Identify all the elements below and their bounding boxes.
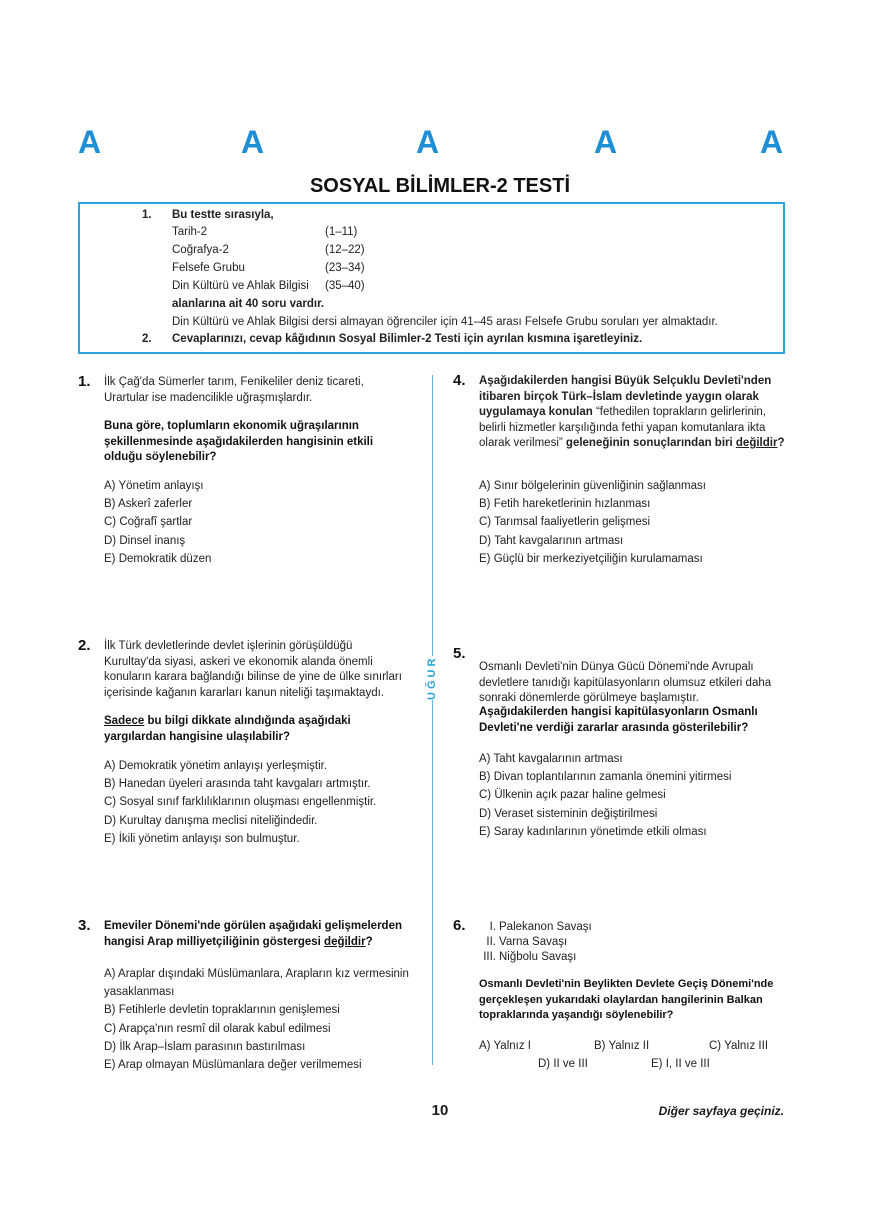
stem-end: ?	[365, 935, 373, 948]
section-range: (1–11)	[325, 226, 358, 238]
roman-label: III.	[483, 951, 496, 963]
test-title: SOSYAL BİLİMLER-2 TESTİ	[309, 175, 571, 197]
section-name: Felsefe Grubu	[172, 262, 245, 274]
section-range: (23–34)	[325, 262, 365, 274]
answer-option[interactable]: E) Saray kadınlarının yönetimde etkili olması	[479, 825, 707, 838]
section-name: Coğrafya-2	[172, 244, 229, 256]
answer-option[interactable]: B) Fetihlerle devletin topraklarının genişlemesi	[104, 1004, 340, 1017]
column-divider	[432, 375, 433, 1065]
booklet-letter: A	[416, 124, 440, 160]
answer-options	[104, 477, 211, 568]
answer-option[interactable]: B) Askerî zaferler	[104, 498, 193, 511]
answer-option[interactable]: D) İlk Arap–İslam parasının bastırılması	[104, 1040, 306, 1053]
answer-option[interactable]: C) Ülkenin açık pazar haline gelmesi	[479, 789, 666, 802]
question-text: Osmanlı Devleti'nin Dünya Gücü Dönemi'nde Avrupalı devletlere tanıdığı kapitülasyonların olumsuz etkileri daha sonraki dönemlerde görülmeye başlamıştır.	[479, 661, 772, 704]
answer-option[interactable]: D) II ve III	[538, 1058, 588, 1070]
page-number: 10	[431, 1102, 449, 1119]
question-stem	[104, 919, 414, 950]
answer-option[interactable]: C) Coğrafî şartlar	[104, 516, 193, 529]
instruction-1-intro: Bu testte sırasıyla,	[172, 209, 274, 221]
roman-label: I.	[489, 921, 496, 933]
booklet-letter: A	[241, 124, 265, 160]
section-range: (12–22)	[325, 244, 365, 256]
question-number: 5.	[453, 645, 466, 662]
instruction-1-number: 1.	[142, 209, 152, 221]
answer-option[interactable]: A) Yönetim anlayışı	[104, 480, 204, 492]
answer-option[interactable]: A) Demokratik yönetim anlayışı yerleşmiştir.	[104, 760, 328, 772]
section-name: Tarih-2	[172, 226, 208, 238]
stem-text: Emeviler Dönemi'nde görülen aşağıdaki gelişmelerden hangisi Arap milliyetçiliğinin göstergesi	[104, 920, 403, 948]
booklet-letter: A	[78, 124, 102, 160]
roman-item: Niğbolu Savaşı	[499, 951, 577, 963]
next-page-note: Diğer sayfaya geçiniz.	[658, 1104, 784, 1118]
instruction-2-text: Cevaplarınızı, cevap kâğıdının Sosyal Bilimler-2 Testi için ayrılan kısmına işaretleyiniz.	[172, 333, 643, 345]
stem-text: Aşağıdakilerden hangisi Büyük Selçuklu Devleti'nden itibaren birçok Türk–İslam devletinde yaygın olarak uygulamaya konulan	[479, 375, 772, 418]
booklet-letter: A	[594, 124, 618, 160]
answer-option[interactable]: A) Araplar dışındaki Müslümanlara, Arapların kız vermesinin yasaklanması	[104, 968, 409, 999]
brand-label: UĞUR	[426, 655, 438, 700]
answer-option[interactable]: D) Taht kavgalarının artması	[479, 534, 624, 547]
answer-option[interactable]: D) Dinsel inanış	[104, 534, 186, 547]
question-number: 1.	[78, 373, 91, 390]
question-stem	[479, 374, 789, 452]
answer-option[interactable]: A) Yalnız I	[479, 1040, 531, 1052]
question-text: İlk Türk devletlerinde devlet işlerinin görüşüldüğü Kurultay'da siyasi, askeri ve ekonomik alanda önemli konuların karara bağlandığı bilinse de yine de ülke sınırları içerisinde kağanın kararları kanun niteliği taşımaktaydı.	[104, 640, 402, 699]
question-stem: Osmanlı Devleti'nin Beylikten Devlete Geçiş Dönemi'nde gerçekleşen yukarıdaki olaylardan hangilerinin Balkan topraklarında yaşandığı söylenebilir?	[479, 978, 774, 1021]
stem-text: geleneğinin sonuçlarından biri	[565, 437, 733, 449]
answer-option[interactable]: B) Yalnız II	[594, 1040, 650, 1052]
section-name: Din Kültürü ve Ahlak Bilgisi	[172, 280, 309, 292]
roman-item: Varna Savaşı	[499, 936, 568, 948]
stem-end: ?	[777, 437, 785, 449]
section-range: (35–40)	[325, 280, 365, 292]
answer-option[interactable]: C) Tarımsal faaliyetlerin gelişmesi	[479, 516, 651, 529]
answer-option[interactable]: A) Taht kavgalarının artması	[479, 753, 623, 765]
instruction-1-total: alanlarına ait 40 soru vardır.	[172, 298, 325, 310]
question-number: 3.	[78, 917, 91, 934]
answer-options	[104, 965, 414, 1074]
stem-quote: “fethedilen toprakların gelirlerinin, belirli hizmetler karşılığında fethi yapan komutanlara ikta olarak verilmesi”	[479, 406, 767, 449]
answer-option[interactable]: E) Demokratik düzen	[104, 552, 212, 565]
answer-option[interactable]: D) Kurultay danışma meclisi niteliğindedir.	[104, 814, 318, 827]
stem-emphasis: değildir	[735, 437, 778, 449]
answer-option[interactable]: C) Arapça'nın resmî dil olarak kabul edilmesi	[104, 1022, 331, 1035]
answer-option[interactable]: A) Sınır bölgelerinin güvenliğinin sağlanması	[479, 480, 706, 492]
stem-emphasis: Sadece	[104, 715, 145, 727]
answer-option[interactable]: E) I, II ve III	[651, 1058, 710, 1070]
answer-option[interactable]: D) Veraset sisteminin değiştirilmesi	[479, 807, 658, 820]
stem-emphasis: değildir	[324, 935, 366, 948]
question-text: İlk Çağ'da Sümerler tarım, Fenikeliler deniz ticareti, Urartular ise madencilikle uğraşmışlardır.	[104, 376, 364, 404]
answer-option[interactable]: C) Yalnız III	[709, 1040, 769, 1052]
question-stem: Buna göre, toplumların ekonomik uğraşılarının şekillenmesinde aşağıdakilerden hangisinin etkili olduğu söylenebilir?	[104, 420, 374, 463]
answer-options	[479, 477, 706, 568]
answer-option[interactable]: B) Fetih hareketlerinin hızlanması	[479, 498, 651, 511]
booklet-letter: A	[760, 124, 784, 160]
answer-options	[479, 750, 731, 841]
roman-label: II.	[486, 936, 496, 948]
question-stem	[104, 714, 414, 745]
question-number: 2.	[78, 637, 91, 654]
answer-option[interactable]: B) Hanedan üyeleri arasında taht kavgaları artmıştır.	[104, 778, 371, 791]
instruction-2-number: 2.	[142, 333, 152, 345]
instruction-1-note: Din Kültürü ve Ahlak Bilgisi dersi almayan öğrenciler için 41–45 arası Felsefe Grubu soruları yer almaktadır.	[172, 316, 718, 328]
roman-item: Palekanon Savaşı	[499, 921, 592, 933]
question-number: 6.	[453, 917, 466, 934]
question-stem: Aşağıdakilerden hangisi kapitülasyonların Osmanlı Devleti'ne verdiği zararlar arasında gösterilebilir?	[479, 706, 758, 734]
answer-option[interactable]: E) Arap olmayan Müslümanlara değer verilmemesi	[104, 1059, 362, 1072]
answer-option[interactable]: C) Sosyal sınıf farklılıklarının oluşması engellenmiştir.	[104, 796, 377, 809]
instructions-box	[78, 202, 785, 354]
question-number: 4.	[453, 372, 466, 389]
stem-text: bu bilgi dikkate alındığında aşağıdaki yargılardan hangisine ulaşılabilir?	[104, 715, 351, 743]
answer-option[interactable]: E) Güçlü bir merkeziyetçiliğin kurulamaması	[479, 552, 703, 565]
answer-options	[104, 757, 376, 848]
answer-option[interactable]: E) İkili yönetim anlayışı son bulmuştur.	[104, 832, 300, 845]
answer-option[interactable]: B) Divan toplantılarının zamanla önemini yitirmesi	[479, 771, 732, 784]
